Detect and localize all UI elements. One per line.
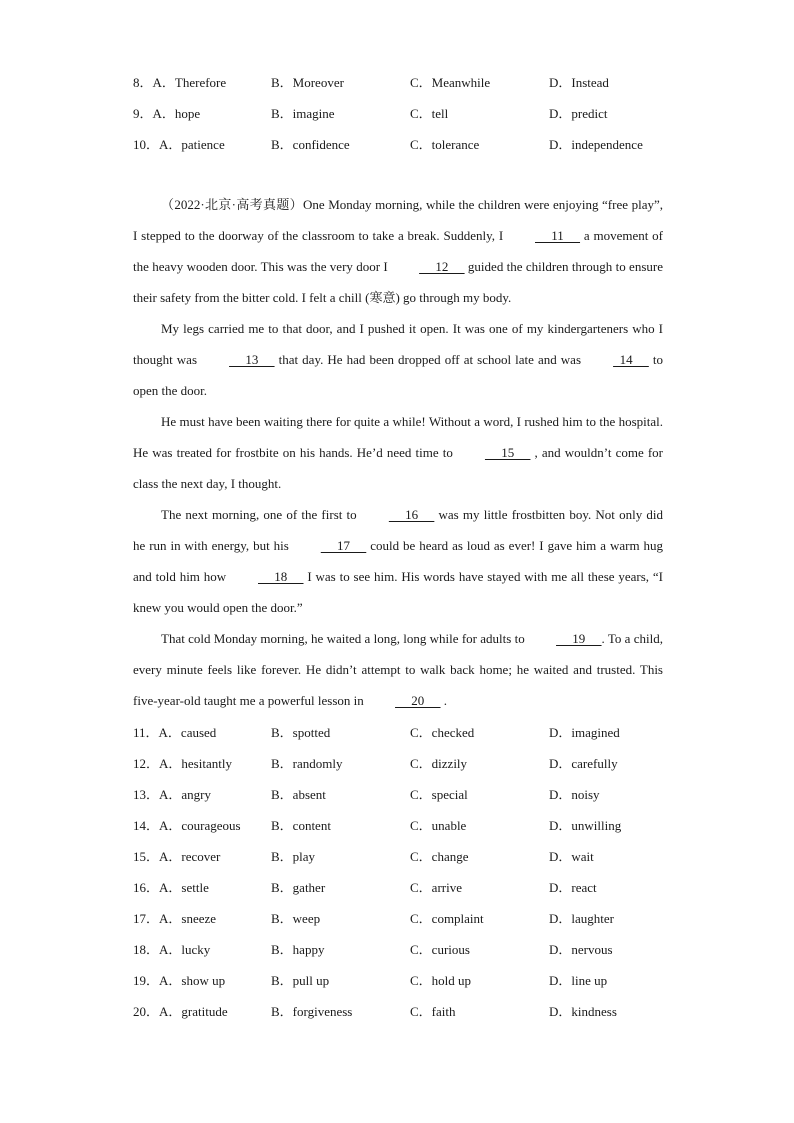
option-a: [133, 970, 271, 989]
option-a-text: A．lucky: [159, 942, 211, 957]
option-b: B．gather: [271, 880, 326, 895]
option-b: B．confidence: [271, 137, 350, 152]
option-c: C．checked: [410, 725, 475, 740]
option-row: [133, 778, 663, 809]
option-a: [133, 753, 271, 772]
blank-19: 19: [556, 631, 602, 646]
option-row: [133, 747, 663, 778]
option-a-text: A．angry: [159, 787, 212, 802]
option-d: D．noisy: [549, 787, 600, 802]
question-number: 19．: [133, 973, 160, 988]
option-a: 8．A．Therefore: [133, 75, 227, 90]
paragraph: （2022·北京·高考真题）One Monday morning, while the children were enjoying “free play”, I stepped to the doorway of the classroom to take a break. Suddenly, I 11 a movement of the heavy wooden door. This was the very door I 12 guided the children through to ensure their safety from the bitter cold. I felt a chill (寒意) go through my body.: [133, 197, 663, 305]
option-c: C．curious: [410, 942, 470, 957]
option-c: C．faith: [410, 1004, 456, 1019]
option-a-text: A．sneeze: [159, 911, 217, 926]
option-b: B．spotted: [271, 725, 331, 740]
option-row: [133, 871, 663, 902]
option-b: B．happy: [271, 942, 325, 957]
question-number: 20．: [133, 1004, 160, 1019]
blank-18: 18: [258, 569, 304, 584]
blank-20: 20: [395, 693, 441, 708]
option-d: D．react: [549, 880, 597, 895]
option-d: D．imagined: [549, 725, 620, 740]
option-a-text: A．hesitantly: [159, 756, 232, 771]
option-row: [133, 933, 663, 964]
option-d: D．kindness: [549, 1004, 617, 1019]
option-a: [133, 908, 271, 927]
option-a-text: A．recover: [159, 849, 221, 864]
question-number: 15．: [133, 849, 160, 864]
blank-12: 12: [419, 259, 465, 274]
option-row: [133, 995, 663, 1026]
paragraph: The next morning, one of the first to 16 was my little frostbitten boy. Not only did he run in with energy, but his 17 could be heard as loud as ever! I gave him a warm hug and told him how 18 I was to see him. His words have stayed with me all these years, “I knew you would open the door.”: [133, 499, 663, 623]
option-a: 10．A．patience: [133, 137, 225, 152]
question-number: 13．: [133, 787, 160, 802]
option-row: [133, 128, 663, 159]
option-a-text: A．gratitude: [159, 1004, 228, 1019]
option-c: C．complaint: [410, 911, 484, 926]
option-row: [133, 902, 663, 933]
option-a-text: A．courageous: [159, 818, 241, 833]
option-b: B．Moreover: [271, 75, 344, 90]
option-c: C．tolerance: [410, 137, 480, 152]
paragraph: He must have been waiting there for quite a while! Without a word, I rushed him to the hospital. He was treated for frostbite on his hands. He’d need time to 15 , and wouldn’t come for class the next day, I thought.: [133, 414, 663, 491]
option-a-text: A．show up: [159, 973, 226, 988]
blank-13: 13: [229, 352, 275, 367]
option-b: B．imagine: [271, 106, 335, 121]
cloze-passage: [133, 189, 663, 716]
question-number: 12．: [133, 756, 160, 771]
option-b: B．weep: [271, 911, 321, 926]
option-row: [133, 964, 663, 995]
option-a: 9．A．hope: [133, 106, 201, 121]
blank-16: 16: [388, 507, 435, 522]
option-c: C．Meanwhile: [410, 75, 491, 90]
paragraph: That cold Monday morning, he waited a long, long while for adults to 19 . To a child, every minute feels like forever. He didn’t attempt to walk back home; he waited and trusted. This five-year-old taught me a powerful lesson in 20 .: [133, 623, 663, 716]
option-a-text: A．settle: [159, 880, 209, 895]
option-d: D．nervous: [549, 942, 613, 957]
option-a: [133, 722, 271, 741]
blank-11: 11: [535, 228, 581, 243]
option-c: C．unable: [410, 818, 467, 833]
option-a: [133, 877, 271, 896]
question-number: 17．: [133, 911, 160, 926]
option-d: D．independence: [549, 137, 643, 152]
option-d: D．line up: [549, 973, 608, 988]
blank-15: 15: [484, 445, 531, 460]
option-b: B．absent: [271, 787, 326, 802]
blank-14: 14: [613, 352, 649, 367]
option-row: [133, 840, 663, 871]
option-row: [133, 716, 663, 747]
option-a: [133, 939, 271, 958]
option-a: [133, 815, 271, 834]
option-d: D．Instead: [549, 75, 609, 90]
option-c: C．hold up: [410, 973, 472, 988]
option-a: [133, 784, 271, 803]
question-number: 16．: [133, 880, 160, 895]
option-row: [133, 97, 663, 128]
options-top: [133, 66, 663, 159]
option-d: D．predict: [549, 106, 608, 121]
option-d: D．laughter: [549, 911, 614, 926]
option-c: C．arrive: [410, 880, 462, 895]
blank-17: 17: [320, 538, 367, 553]
paragraph: My legs carried me to that door, and I pushed it open. It was one of my kindergarteners who I thought was 13 that day. He had been dropped off at school late and was 14 to open the door.: [133, 321, 663, 398]
option-c: C．tell: [410, 106, 449, 121]
question-number: 18．: [133, 942, 160, 957]
option-row: [133, 809, 663, 840]
option-row: [133, 66, 663, 97]
option-a: [133, 846, 271, 865]
options-bottom: [133, 716, 663, 1026]
option-b: B．pull up: [271, 973, 330, 988]
option-d: D．wait: [549, 849, 594, 864]
option-b: B．play: [271, 849, 316, 864]
exam-page: [133, 66, 663, 1026]
option-c: C．special: [410, 787, 468, 802]
option-d: D．carefully: [549, 756, 618, 771]
option-a: [133, 1001, 271, 1020]
option-c: C．dizzily: [410, 756, 468, 771]
option-b: B．content: [271, 818, 331, 833]
option-b: B．forgiveness: [271, 1004, 353, 1019]
option-c: C．change: [410, 849, 469, 864]
option-d: D．unwilling: [549, 818, 622, 833]
option-b: B．randomly: [271, 756, 343, 771]
option-a-text: A．caused: [158, 725, 217, 740]
question-number: 11．: [133, 725, 159, 740]
question-number: 14．: [133, 818, 160, 833]
